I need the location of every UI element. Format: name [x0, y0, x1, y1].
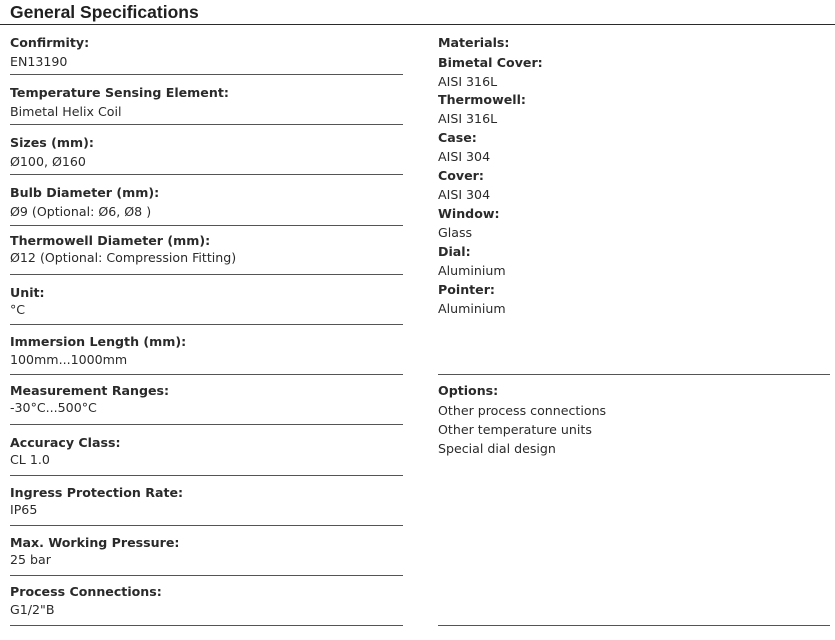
- divider: [10, 525, 403, 526]
- divider: [10, 74, 403, 75]
- divider: [438, 374, 830, 375]
- accuracy-class-label: Accuracy Class:: [10, 435, 121, 450]
- unit-value: °C: [10, 302, 26, 317]
- cover-value: AISI 304: [438, 187, 491, 202]
- thermowell-diameter-value: Ø12 (Optional: Compression Fitting): [10, 250, 237, 265]
- unit-label: Unit:: [10, 285, 45, 300]
- accuracy-class-value: CL 1.0: [10, 452, 50, 467]
- max-pressure-value: 25 bar: [10, 552, 51, 567]
- sizes-label: Sizes (mm):: [10, 135, 94, 150]
- case-label: Case:: [438, 130, 477, 145]
- bimetal-cover-label: Bimetal Cover:: [438, 55, 543, 70]
- option-item: Other process connections: [438, 403, 607, 418]
- sizes-value: Ø100, Ø160: [10, 154, 86, 169]
- measurement-ranges-label: Measurement Ranges:: [10, 383, 170, 398]
- case-value: AISI 304: [438, 149, 491, 164]
- pointer-value: Aluminium: [438, 301, 506, 316]
- ingress-protection-label: Ingress Protection Rate:: [10, 485, 184, 500]
- process-connections-label: Process Connections:: [10, 584, 162, 599]
- divider: [10, 575, 403, 576]
- window-value: Glass: [438, 225, 473, 240]
- options-heading: Options:: [438, 383, 499, 398]
- option-item: Special dial design: [438, 441, 556, 456]
- divider: [438, 625, 830, 626]
- bimetal-cover-value: AISI 316L: [438, 74, 498, 89]
- divider: [10, 174, 403, 175]
- divider: [10, 424, 403, 425]
- materials-heading: Materials:: [438, 35, 510, 50]
- title-divider: [0, 24, 835, 25]
- dial-label: Dial:: [438, 244, 471, 259]
- sensing-element-label: Temperature Sensing Element:: [10, 85, 229, 100]
- divider: [10, 274, 403, 275]
- divider: [10, 374, 403, 375]
- max-pressure-label: Max. Working Pressure:: [10, 535, 180, 550]
- divider: [10, 324, 403, 325]
- thermowell-diameter-label: Thermowell Diameter (mm):: [10, 233, 211, 248]
- window-label: Window:: [438, 206, 500, 221]
- confirmity-label: Confirmity:: [10, 35, 90, 50]
- cover-label: Cover:: [438, 168, 484, 183]
- sensing-element-value: Bimetal Helix Coil: [10, 104, 122, 119]
- ingress-protection-value: IP65: [10, 502, 38, 517]
- option-item: Other temperature units: [438, 422, 592, 437]
- divider: [10, 225, 403, 226]
- immersion-length-value: 100mm...1000mm: [10, 352, 128, 367]
- thermowell-label: Thermowell:: [438, 92, 526, 107]
- divider: [10, 124, 403, 125]
- bulb-diameter-value: Ø9 (Optional: Ø6, Ø8 ): [10, 204, 152, 219]
- process-connections-value: G1/2"B: [10, 602, 55, 617]
- bulb-diameter-label: Bulb Diameter (mm):: [10, 185, 160, 200]
- pointer-label: Pointer:: [438, 282, 495, 297]
- thermowell-value: AISI 316L: [438, 111, 498, 126]
- measurement-ranges-value: -30°C...500°C: [10, 400, 97, 415]
- divider: [10, 475, 403, 476]
- page-title: General Specifications: [10, 2, 199, 22]
- immersion-length-label: Immersion Length (mm):: [10, 334, 187, 349]
- divider: [10, 625, 403, 626]
- confirmity-value: EN13190: [10, 54, 68, 69]
- dial-value: Aluminium: [438, 263, 506, 278]
